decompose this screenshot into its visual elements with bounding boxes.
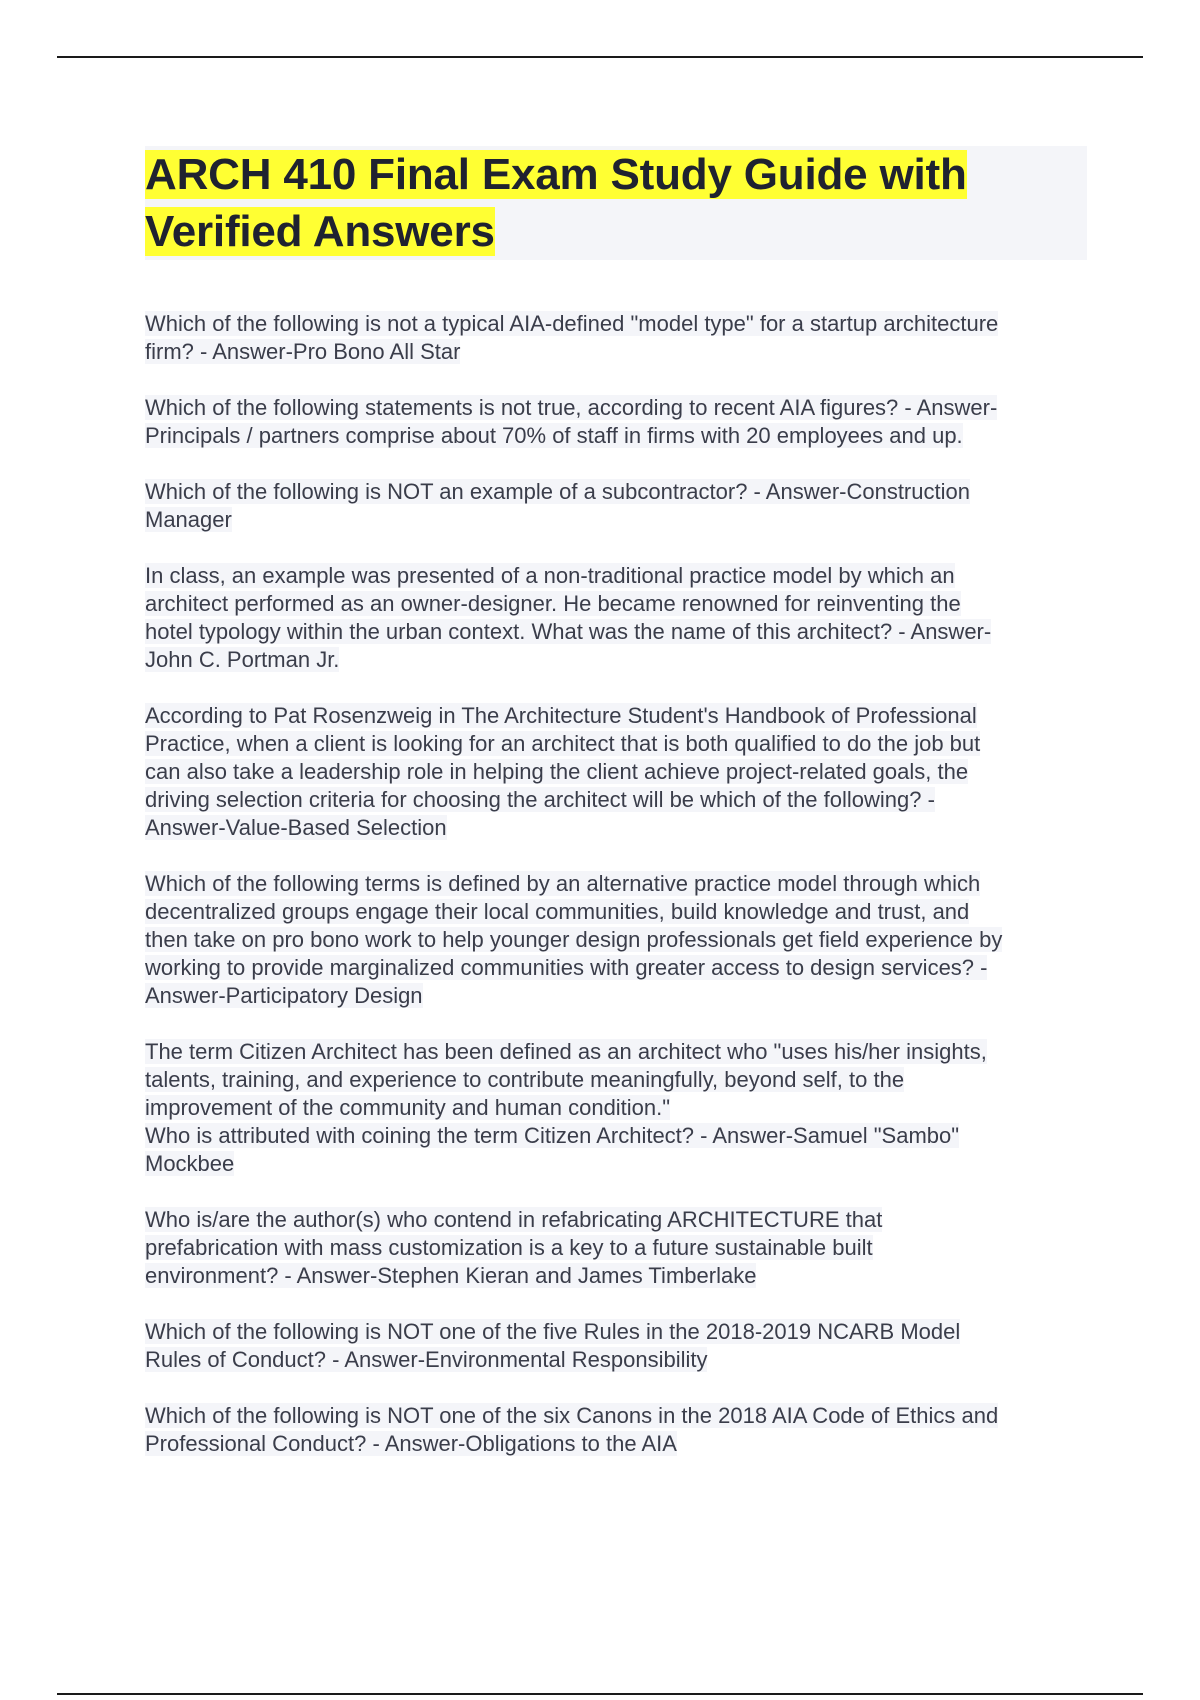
- title-block: [145, 146, 1087, 260]
- qa-text: The term Citizen Architect has been defined as an architect who "uses his/her insights, talents, training, and experience to contribute meaningfully, beyond self, to the improvement of the community and human condition." Who is attributed with coining the term Citizen Architect? - Answer-Samuel "Sambo" Mockbee: [145, 1039, 987, 1176]
- title-line-2: Verified Answers: [145, 207, 495, 256]
- qa-list: [145, 310, 1087, 1458]
- title-line-1: ARCH 410 Final Exam Study Guide with: [145, 150, 967, 199]
- qa-text: Which of the following statements is not true, according to recent AIA figures? - Answer- Principals / partners comprise about 70% of staff in firms with 20 employees and up.: [145, 395, 998, 448]
- qa-item: [145, 1318, 1087, 1374]
- top-rule: [57, 56, 1143, 58]
- qa-text: According to Pat Rosenzweig in The Architecture Student's Handbook of Professional Practice, when a client is looking for an architect that is both qualified to do the job but can also take a leadership role in helping the client achieve project-related goals, the driving selection criteria for choosing the architect will be which of the following? - Answer-Value-Based Selection: [145, 703, 981, 840]
- qa-item: [145, 1206, 1087, 1290]
- qa-item: [145, 702, 1087, 842]
- qa-item: [145, 310, 1087, 366]
- document-body: [145, 146, 1087, 1486]
- qa-text: In class, an example was presented of a non-traditional practice model by which an architect performed as an owner-designer. He became renowned for reinventing the hotel typology within the urban context. What was the name of this architect? - Answer- John C. Portman Jr.: [145, 563, 992, 672]
- qa-item: [145, 1038, 1087, 1178]
- qa-text: Which of the following is NOT one of the six Canons in the 2018 AIA Code of Ethics and Professional Conduct? - Answer-Obligations to the AIA: [145, 1403, 999, 1456]
- qa-text: Which of the following is NOT one of the five Rules in the 2018-2019 NCARB Model Rules of Conduct? - Answer-Environmental Responsibility: [145, 1319, 961, 1372]
- qa-item: [145, 870, 1087, 1010]
- qa-item: [145, 1402, 1087, 1458]
- qa-item: [145, 562, 1087, 674]
- qa-item: [145, 478, 1087, 534]
- document-title: [145, 146, 1087, 260]
- qa-text: Which of the following is not a typical AIA-defined "model type" for a startup architecture firm? - Answer-Pro Bono All Star: [145, 311, 999, 364]
- bottom-rule: [57, 1693, 1143, 1695]
- qa-item: [145, 394, 1087, 450]
- qa-text: Which of the following terms is defined by an alternative practice model through which decentralized groups engage their local communities, build knowledge and trust, and then take on pro bono work to help younger design professionals get field experience by working to provide marginalized communities with greater access to design services? - Answer-Participatory Design: [145, 871, 1003, 1008]
- qa-text: Who is/are the author(s) who contend in refabricating ARCHITECTURE that prefabrication with mass customization is a key to a future sustainable built environment? - Answer-Stephen Kieran and James Timberlake: [145, 1207, 883, 1288]
- qa-text: Which of the following is NOT an example of a subcontractor? - Answer-Construction Manager: [145, 479, 970, 532]
